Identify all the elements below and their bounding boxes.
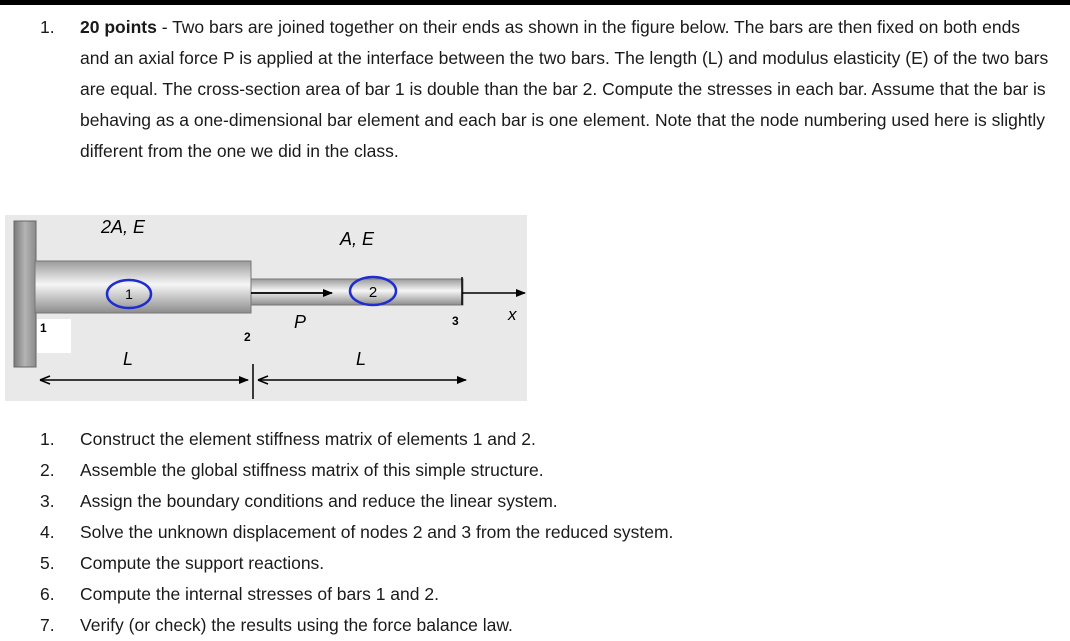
task-text: Compute the support reactions. bbox=[80, 553, 325, 573]
node-2-label: 2 bbox=[244, 330, 251, 344]
bar-2-properties: A, E bbox=[340, 229, 375, 249]
problem-statement bbox=[40, 12, 1050, 167]
task-text: Assemble the global stiffness matrix of this simple structure. bbox=[80, 460, 544, 480]
task-text: Compute the internal stresses of bars 1 and 2. bbox=[80, 584, 439, 604]
bar-1-properties: 2A, E bbox=[101, 217, 146, 237]
top-border bbox=[0, 0, 1070, 5]
problem-body: - Two bars are joined together on their ends as shown in the figure below. The bars are then fixed on both ends and an axial force P is applied at the interface between the two bars. The length (L) and modulus elasticity (E) of the two bars are equal. The cross-section area of bar 1 is double than the bar 2. Compute the stresses in each bar. Assume that the bar is behaving as a one-dimensional bar element and each bar is one element. Note that the node numbering used here is slightly different from the one we did in the class. bbox=[80, 17, 1049, 161]
task-text: Verify (or check) the results using the force balance law. bbox=[80, 615, 513, 635]
axis-label: x bbox=[508, 305, 517, 324]
task-number: 1. bbox=[40, 429, 55, 449]
problem-text bbox=[80, 12, 1050, 167]
element-1-label: 1 bbox=[125, 286, 133, 302]
node-3-label: 3 bbox=[452, 314, 459, 328]
task-item bbox=[40, 610, 673, 641]
task-item bbox=[40, 424, 673, 455]
bar-figure bbox=[5, 215, 527, 401]
task-item bbox=[40, 548, 673, 579]
task-item bbox=[40, 455, 673, 486]
task-item bbox=[40, 486, 673, 517]
task-number: 3. bbox=[40, 491, 55, 511]
element-2-label: 2 bbox=[368, 284, 378, 301]
problem-number: 1. bbox=[40, 17, 55, 37]
task-text: Solve the unknown displacement of nodes 2 and 3 from the reduced system. bbox=[80, 522, 674, 542]
length-1-label: L bbox=[123, 349, 134, 369]
task-item bbox=[40, 579, 673, 610]
task-text: Assign the boundary conditions and reduce the linear system. bbox=[80, 491, 558, 511]
task-number: 4. bbox=[40, 522, 55, 542]
problem-points: 20 points bbox=[80, 17, 157, 37]
task-text: Construct the element stiffness matrix of elements 1 and 2. bbox=[80, 429, 536, 449]
fixed-wall bbox=[14, 221, 36, 367]
node-1-label: 1 bbox=[40, 321, 47, 335]
task-number: 7. bbox=[40, 615, 55, 635]
task-number: 5. bbox=[40, 553, 55, 573]
task-number: 2. bbox=[40, 460, 55, 480]
length-2-label: L bbox=[356, 349, 367, 369]
force-label: P bbox=[294, 312, 307, 332]
task-number: 6. bbox=[40, 584, 55, 604]
task-item bbox=[40, 517, 673, 548]
task-list bbox=[40, 424, 673, 641]
